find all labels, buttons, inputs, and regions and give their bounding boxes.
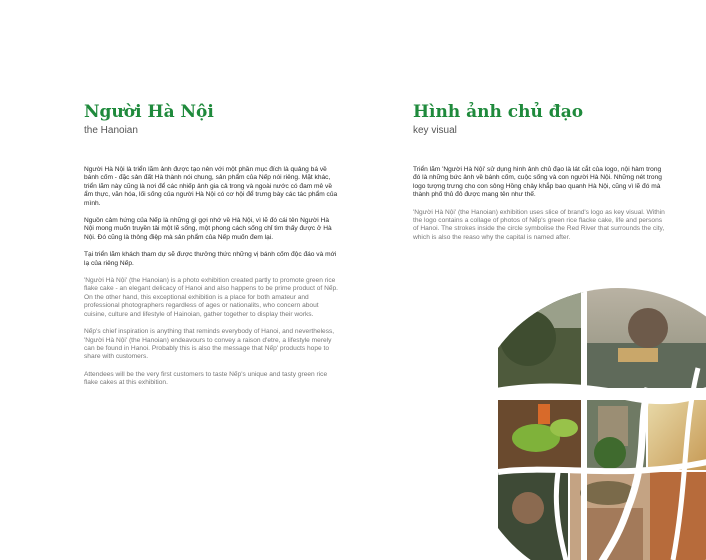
- logo-photo-collage: [498, 288, 706, 560]
- paragraph-en-1: 'Người Hà Nội' (the Hanoian) is a photo exhibition created partly to promote green rice flake cake - an elegant delicacy of Hanoi and also happens to be prime product of Nếp. On the other hand, this exceptional exhibition is a place for both amateur and professional photographers regardless of ages or nationalits, who concern about cuisine, culture and lifestyle of Hainoian, gather together to display their works.: [84, 277, 339, 318]
- subtitle-left: the Hanoian: [84, 125, 138, 136]
- body-right: [413, 166, 668, 242]
- left-column: [84, 102, 339, 397]
- page-title-right: Hình ảnh chủ đạo: [413, 102, 584, 122]
- body-left: [84, 166, 339, 388]
- page-title-left: Người Hà Nội: [84, 102, 214, 122]
- logo-collage-graphic: [498, 288, 706, 560]
- paragraph-vn-1: Người Hà Nội là triển lãm ảnh được tạo nên với một phần mục đích là quảng bá về bánh cốm - đặc sản đất Hà thành nói chung, sản phẩm của Nếp nói riêng. Mặt khác, triển lãm này cũng là nơi để các nhiếp ảnh gia cả trong và ngoài nước có đam mê về ẩm thực, văn hóa, lối sống của người Hà Nội có cơ hội để trưng bày các tác phẩm của mình.: [84, 166, 338, 207]
- paragraph-en-2: Nếp's chief inspiration is anything that reminds everybody of Hanoi, and nevertheless, 'Người Hà Nội' (the Hanoian) endeavours to convey a raison d'etre, a lifestyle merely can be found in Hanoi. Probably this is also the message that Nếp' products hope to share with customers.: [84, 328, 335, 361]
- paragraph-vn-visual: Triển lãm 'Người Hà Nội' sử dụng hình ảnh chủ đạo là lát cắt của logo, nội hàm trong đó là những bức ảnh về bánh cốm, cuộc sống và con người Hà Nội. Những nét trong logo tượng trưng cho con sông Hồng chảy khắp bao quanh Hà Nội, cũng vì lẽ đó mà thành phố thủ đô được mang tên như thế.: [413, 166, 662, 199]
- paragraph-vn-3: Tại triển lãm khách tham dự sẽ được thưởng thức những vị bánh cốm độc đáo và mới lạ của riêng Nếp.: [84, 251, 337, 267]
- paragraph-en-3: Attendees will be the very first customers to taste Nếp's unique and tasty green rice flake cakes at this exhibition.: [84, 370, 328, 387]
- right-column: [413, 102, 668, 251]
- subtitle-right: key visual: [413, 125, 457, 136]
- paragraph-en-visual: 'Người Hà Nội' (the Hanoian) exhibition uses slice of brand's logo as key visual. Within the logo contains a collage of photos of Nếp's green rice flacke cake, life and persons of Hanoi. The strokes inside the circle symbolise the Red River that surrounds the city, which is also the reaso why the capital is named after.: [413, 208, 665, 241]
- paragraph-vn-2: Nguồn cảm hứng của Nếp là những gì gợi nhớ về Hà Nội, vì lẽ đó cái tên Người Hà Nội mong muốn truyền tải một lẽ sống, một phong cách sống chỉ tìm thấy được ở Hà Nội. Đó cũng là thông điệp mà sản phẩm của Nếp muốn đem lại.: [84, 217, 332, 241]
